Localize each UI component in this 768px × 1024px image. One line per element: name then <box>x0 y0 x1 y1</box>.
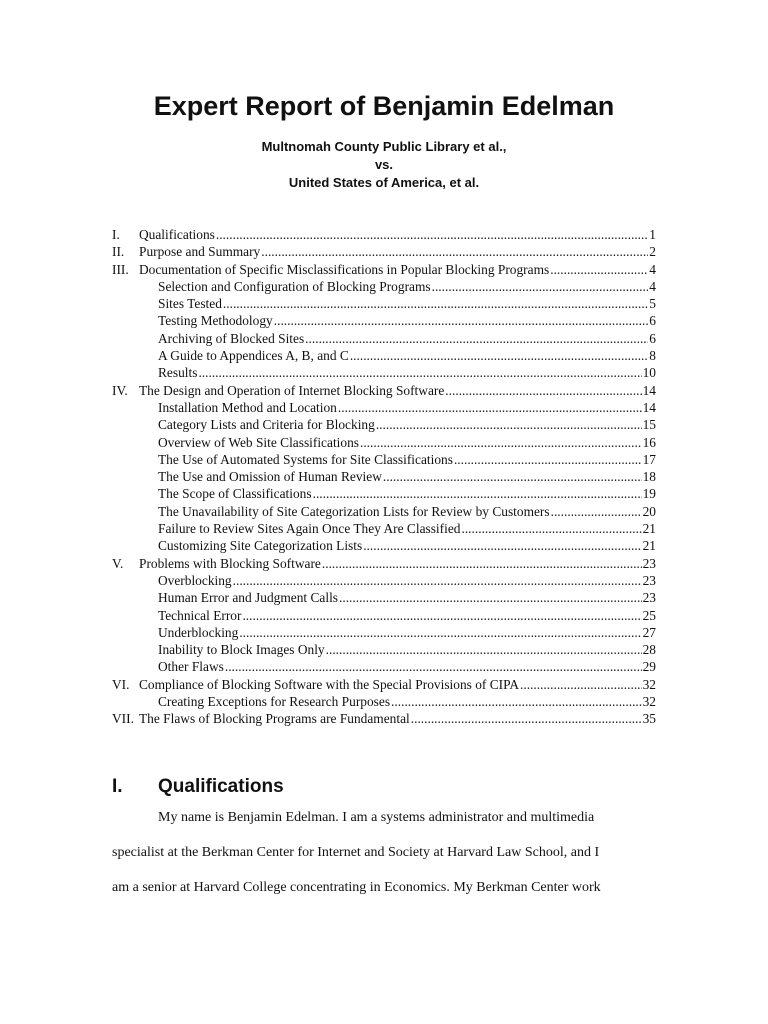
toc-entry-title: Underblocking <box>158 624 239 640</box>
toc-entry-page: 14 <box>642 399 656 415</box>
toc-dot-leader <box>383 468 642 485</box>
toc-entry[interactable] <box>112 693 656 710</box>
toc-dot-leader <box>363 537 641 554</box>
toc-dot-leader <box>550 261 648 278</box>
toc-entry-title: The Unavailability of Site Categorization Lists for Review by Customers <box>158 503 550 519</box>
toc-entry-page: 4 <box>649 261 656 277</box>
toc-entry[interactable] <box>112 676 656 693</box>
body-line: specialist at the Berkman Center for Internet and Society at Harvard Law School, and I <box>112 845 600 860</box>
toc-entry[interactable] <box>112 520 656 537</box>
toc-dot-leader <box>326 641 642 658</box>
toc-entry-page: 20 <box>642 503 656 519</box>
toc-entry-number: II. <box>112 244 125 260</box>
toc-dot-leader <box>261 243 648 260</box>
toc-entry[interactable] <box>112 399 656 416</box>
toc-entry-title: Creating Exceptions for Research Purposes <box>158 694 391 710</box>
toc-dot-leader <box>223 295 648 312</box>
section-number: I. <box>112 776 123 797</box>
toc-entry-title: The Design and Operation of Internet Blocking Software <box>139 382 445 398</box>
section-body <box>112 800 658 905</box>
toc-entry[interactable] <box>112 658 656 675</box>
toc-entry-title: Overblocking <box>158 572 232 588</box>
toc-entry-title: Overview of Web Site Classifications <box>158 434 359 450</box>
toc-entry[interactable] <box>112 451 656 468</box>
toc-entry[interactable] <box>112 537 656 554</box>
toc-entry[interactable] <box>112 312 656 329</box>
toc-entry-title: Compliance of Blocking Software with the Special Provisions of CIPA <box>139 676 519 692</box>
toc-dot-leader <box>411 710 642 727</box>
toc-entry[interactable] <box>112 382 656 399</box>
case-defendant: United States of America, et al. <box>288 175 480 190</box>
toc-entry-title: Selection and Configuration of Blocking Programs <box>158 278 431 294</box>
toc-entry-title: Results <box>158 365 198 381</box>
toc-entry[interactable] <box>112 278 656 295</box>
toc-entry[interactable] <box>112 641 656 658</box>
toc-entry-title: Other Flaws <box>158 659 224 675</box>
toc-entry-title: Testing Methodology <box>158 313 273 329</box>
toc-entry-number: I. <box>112 227 120 242</box>
toc-entry-title: Documentation of Specific Misclassifications in Popular Blocking Programs <box>139 261 550 277</box>
toc-dot-leader <box>520 676 642 693</box>
toc-dot-leader <box>198 364 641 381</box>
toc-entry-page: 23 <box>642 555 656 571</box>
toc-entry-page: 17 <box>642 451 656 467</box>
toc-entry-page: 14 <box>642 382 656 398</box>
toc-entry-page: 23 <box>642 590 656 606</box>
toc-dot-leader <box>242 607 641 624</box>
toc-dot-leader <box>339 589 642 606</box>
toc-entry-title: Category Lists and Criteria for Blocking <box>158 417 375 433</box>
toc-entry[interactable] <box>112 347 656 364</box>
toc-entry-title: A Guide to Appendices A, B, and C <box>158 348 349 364</box>
case-caption <box>0 138 768 192</box>
toc-entry[interactable] <box>112 485 656 502</box>
toc-entry-number: V. <box>112 555 124 571</box>
toc-entry-title: The Use and Omission of Human Review <box>158 469 382 485</box>
toc-entry-number: VII. <box>112 711 134 727</box>
toc-entry-title: Installation Method and Location <box>158 399 337 415</box>
toc-entry-page: 2 <box>649 244 656 260</box>
case-plaintiff: Multnomah County Public Library et al., <box>261 139 507 154</box>
toc-entry-page: 5 <box>649 296 656 312</box>
toc-dot-leader <box>360 434 642 451</box>
toc-dot-leader <box>338 399 642 416</box>
toc-dot-leader <box>461 520 641 537</box>
toc-entry[interactable] <box>112 710 656 727</box>
toc-entry-page: 15 <box>642 417 656 433</box>
toc-dot-leader <box>305 330 648 347</box>
toc-entry-page: 23 <box>642 572 656 588</box>
toc-dot-leader <box>454 451 642 468</box>
toc-dot-leader <box>274 312 649 329</box>
toc-dot-leader <box>432 278 649 295</box>
toc-entry[interactable] <box>112 434 656 451</box>
toc-entry-page: 10 <box>642 365 656 381</box>
toc-entry[interactable] <box>112 572 656 589</box>
toc-entry[interactable] <box>112 364 656 381</box>
toc-entry-title: Human Error and Judgment Calls <box>158 590 338 606</box>
toc-entry-title: Technical Error <box>158 607 242 623</box>
toc-entry-title: Qualifications <box>139 227 215 242</box>
section-heading <box>112 774 284 800</box>
toc-dot-leader <box>233 572 642 589</box>
toc-dot-leader <box>445 382 641 399</box>
toc-entry-title: The Flaws of Blocking Programs are Fundamental <box>139 711 410 727</box>
toc-entry-page: 28 <box>642 642 656 658</box>
toc-dot-leader <box>216 226 648 243</box>
toc-entry-page: 21 <box>642 521 656 537</box>
toc-entry-page: 32 <box>642 676 656 692</box>
toc-entry-page: 32 <box>642 694 656 710</box>
toc-entry-number: VI. <box>112 676 130 692</box>
case-versus: vs. <box>374 157 394 172</box>
toc-entry-title: The Scope of Classifications <box>158 486 312 502</box>
toc-entry-number: IV. <box>112 382 128 398</box>
toc-entry-page: 18 <box>642 469 656 485</box>
toc-entry[interactable] <box>112 624 656 641</box>
toc-entry[interactable] <box>112 555 656 572</box>
toc-entry[interactable] <box>112 589 656 606</box>
toc-entry-page: 4 <box>649 278 656 294</box>
toc-dot-leader <box>376 416 642 433</box>
toc-dot-leader <box>551 503 642 520</box>
toc-entry-title: The Use of Automated Systems for Site Classifications <box>158 451 453 467</box>
toc-entry[interactable] <box>112 503 656 520</box>
toc-entry-number: III. <box>112 261 129 277</box>
toc-entry-title: Failure to Review Sites Again Once They Are Classified <box>158 521 461 537</box>
toc-entry-title: Archiving of Blocked Sites <box>158 330 305 346</box>
toc-entry-page: 6 <box>649 330 656 346</box>
toc-entry-page: 6 <box>649 313 656 329</box>
toc-entry[interactable] <box>112 330 656 347</box>
toc-dot-leader <box>239 624 641 641</box>
toc-entry-page: 8 <box>649 348 656 364</box>
body-line: am a senior at Harvard College concentrating in Economics. My Berkman Center work <box>112 880 601 895</box>
toc-dot-leader <box>391 693 642 710</box>
toc-entry-title: Sites Tested <box>158 296 222 312</box>
toc-dot-leader <box>313 485 642 502</box>
toc-entry-page: 16 <box>642 434 656 450</box>
toc-entry-title: Inability to Block Images Only <box>158 642 325 658</box>
toc-entry-page: 25 <box>642 607 656 623</box>
toc-dot-leader <box>225 658 642 675</box>
table-of-contents <box>112 226 656 728</box>
toc-entry-title: Customizing Site Categorization Lists <box>158 538 363 554</box>
toc-entry-page: 29 <box>642 659 656 675</box>
toc-entry-page: 27 <box>642 624 656 640</box>
toc-entry-page: 21 <box>642 538 656 554</box>
toc-entry[interactable] <box>112 416 656 433</box>
toc-dot-leader <box>350 347 648 364</box>
toc-dot-leader <box>322 555 642 572</box>
toc-entry-page: 1 <box>649 227 656 242</box>
toc-entry[interactable] <box>112 295 656 312</box>
report-title: Expert Report of Benjamin Edelman <box>153 91 615 121</box>
toc-entry-page: 19 <box>642 486 656 502</box>
toc-entry-page: 35 <box>642 711 656 727</box>
toc-entry[interactable] <box>112 468 656 485</box>
toc-entry[interactable] <box>112 243 656 260</box>
body-line: My name is Benjamin Edelman. I am a systems administrator and multimedia <box>158 810 595 825</box>
toc-entry[interactable] <box>112 261 656 278</box>
toc-entry-title: Purpose and Summary <box>139 244 261 260</box>
toc-entry[interactable] <box>112 226 656 243</box>
toc-entry[interactable] <box>112 607 656 624</box>
toc-entry-title: Problems with Blocking Software <box>139 555 321 571</box>
section-title: Qualifications <box>158 776 284 797</box>
